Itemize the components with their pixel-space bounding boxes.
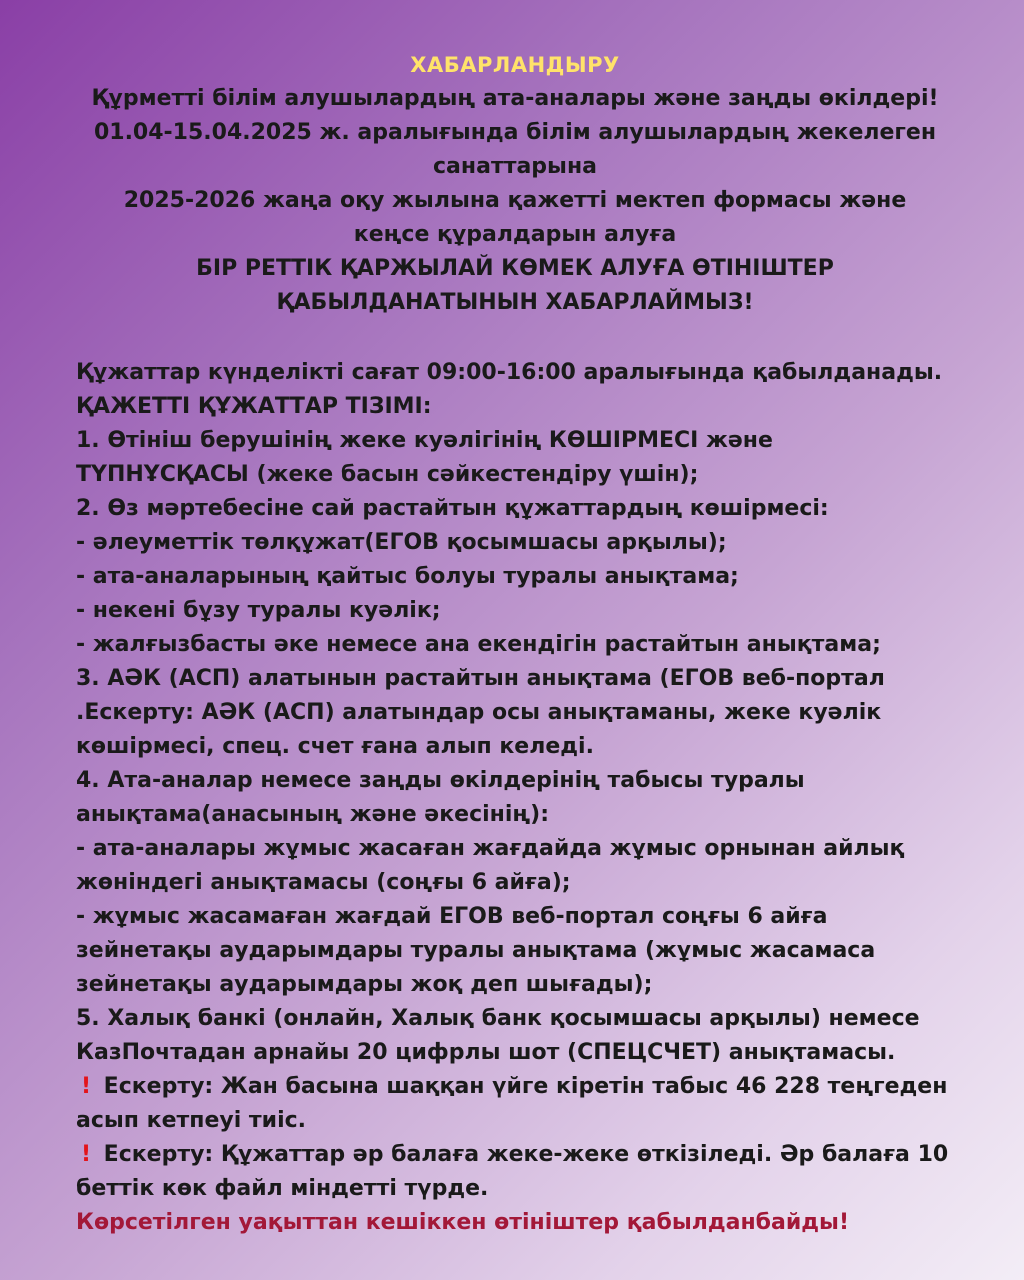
warning-line-continued: беттік көк файл міндетті түрде. bbox=[76, 1176, 489, 1201]
body-line: 5. Халық банкі (онлайн, Халық банк қосымшасы арқылы) немесе bbox=[76, 1006, 920, 1031]
body-line: КазПочтадан арнайы 20 цифрлы шот (СПЕЦСЧЕТ) анықтамасы. bbox=[76, 1040, 896, 1065]
body-line: - жалғызбасты әке немесе ана екендігін растайтын анықтама; bbox=[76, 632, 881, 657]
body-line: зейнетақы аударымдары туралы анықтама (жұмыс жасамаса bbox=[76, 938, 876, 963]
body-line: - әлеуметтік төлқұжат(ЕГОВ қосымшасы арқылы); bbox=[76, 530, 727, 555]
body-line: ТҮПНҰСҚАСЫ (жеке басын сәйкестендіру үшін); bbox=[76, 462, 699, 487]
body-line: Құжаттар күнделікті сағат 09:00-16:00 аралығында қабылданады. bbox=[76, 360, 943, 385]
body-line: - ата-аналарының қайтыс болуы туралы анықтама; bbox=[76, 564, 739, 589]
body-line: 4. Ата-аналар немесе заңды өкілдерінің табысы туралы bbox=[76, 768, 805, 793]
header-line: санаттарына bbox=[433, 154, 597, 179]
header-line: БІР РЕТТІК ҚАРЖЫЛАЙ КӨМЕК АЛУҒА ӨТІНІШТЕР bbox=[196, 256, 834, 281]
body-line: 2. Өз мәртебесіне сай растайтын құжаттардың көшірмесі: bbox=[76, 496, 829, 521]
exclamation-icon: ! bbox=[80, 1074, 92, 1099]
announcement-body bbox=[76, 356, 954, 1240]
body-line: - некені бұзу туралы куәлік; bbox=[76, 598, 441, 623]
announcement-title: ХАБАРЛАНДЫРУ bbox=[410, 53, 620, 77]
header-line: 01.04-15.04.2025 ж. аралығында білім алушылардың жекелеген bbox=[93, 120, 937, 145]
warning-line bbox=[76, 1070, 954, 1104]
warning-text: Ескерту: Жан басына шаққан үйге кіретін табыс 46 228 теңгеден bbox=[103, 1074, 948, 1099]
body-line: жөніндегі анықтамасы (соңғы 6 айға); bbox=[76, 870, 571, 895]
final-notice: Көрсетілген уақыттан кешіккен өтініштер қабылданбайды! bbox=[76, 1210, 849, 1235]
body-line: анықтама(анасының және әкесінің): bbox=[76, 802, 550, 827]
body-line: 1. Өтініш берушінің жеке куәлігінің КӨШІРМЕСІ және bbox=[76, 428, 773, 453]
body-line: - жұмыс жасамаған жағдай ЕГОВ веб-портал соңғы 6 айға bbox=[76, 904, 828, 929]
body-line: көшірмесі, спец. счет ғана алып келеді. bbox=[76, 734, 594, 759]
body-line: .Ескерту: АӘК (АСП) алатындар осы анықтаманы, жеке куәлік bbox=[76, 700, 882, 725]
announcement-header bbox=[76, 48, 954, 320]
body-line: 3. АӘК (АСП) алатынын растайтын анықтама (ЕГОВ веб-портал bbox=[76, 666, 885, 691]
header-line: кеңсе құралдарын алуға bbox=[353, 222, 677, 247]
warning-line bbox=[76, 1138, 954, 1172]
exclamation-icon: ! bbox=[80, 1142, 92, 1167]
body-line: ҚАЖЕТТІ ҚҰЖАТТАР ТІЗІМІ: bbox=[76, 394, 432, 419]
warning-line-continued: асып кетпеуі тиіс. bbox=[76, 1108, 307, 1133]
warning-text: Ескерту: Құжаттар әр балаға жеке-жеке өткізіледі. Әр балаға 10 bbox=[103, 1142, 949, 1167]
header-line: Құрметті білім алушылардың ата-аналары және заңды өкілдері! bbox=[91, 86, 939, 111]
body-line: зейнетақы аударымдары жоқ деп шығады); bbox=[76, 972, 653, 997]
header-line: ҚАБЫЛДАНАТЫНЫН ХАБАРЛАЙМЫЗ! bbox=[276, 290, 754, 315]
header-line: 2025-2026 жаңа оқу жылына қажетті мектеп формасы және bbox=[123, 188, 907, 213]
body-line: - ата-аналары жұмыс жасаған жағдайда жұмыс орнынан айлық bbox=[76, 836, 905, 861]
